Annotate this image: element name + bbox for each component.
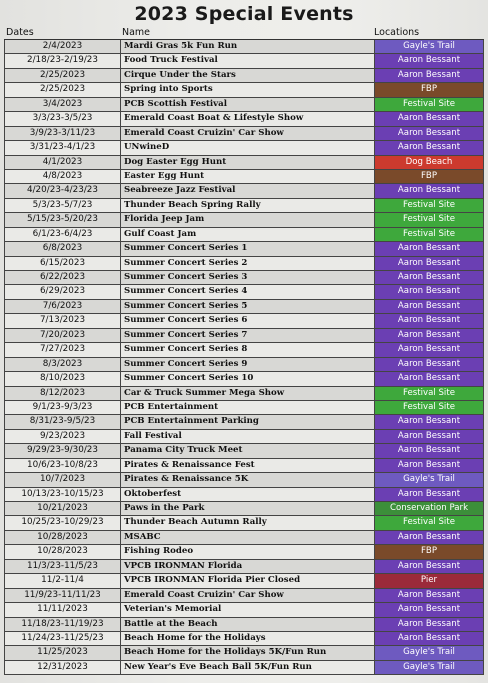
table-row bbox=[4, 372, 484, 386]
event-location: Gayle's Trail bbox=[375, 661, 483, 674]
event-name: Easter Egg Hunt bbox=[121, 170, 375, 183]
event-location: Aaron Bessant bbox=[375, 329, 483, 342]
event-name: Summer Concert Series 1 bbox=[121, 242, 375, 255]
event-location: Dog Beach bbox=[375, 156, 483, 169]
event-location: Aaron Bessant bbox=[375, 54, 483, 67]
event-date: 6/15/2023 bbox=[5, 257, 121, 270]
event-date: 6/29/2023 bbox=[5, 285, 121, 298]
event-name: Summer Concert Series 10 bbox=[121, 372, 375, 385]
event-location: Aaron Bessant bbox=[375, 632, 483, 645]
table-row bbox=[4, 242, 484, 256]
event-date: 8/12/2023 bbox=[5, 387, 121, 400]
event-name: Summer Concert Series 9 bbox=[121, 358, 375, 371]
table-row bbox=[4, 589, 484, 603]
event-date: 3/4/2023 bbox=[5, 98, 121, 111]
table-row bbox=[4, 574, 484, 588]
event-name: Spring into Sports bbox=[121, 83, 375, 96]
table-row bbox=[4, 459, 484, 473]
event-location: Gayle's Trail bbox=[375, 646, 483, 659]
table-row bbox=[4, 661, 484, 675]
event-date: 5/15/23-5/20/23 bbox=[5, 213, 121, 226]
event-location: Conservation Park bbox=[375, 502, 483, 515]
event-date: 7/13/2023 bbox=[5, 314, 121, 327]
event-date: 11/24/23-11/25/23 bbox=[5, 632, 121, 645]
table-row bbox=[4, 560, 484, 574]
event-location: Aaron Bessant bbox=[375, 444, 483, 457]
event-location: Aaron Bessant bbox=[375, 618, 483, 631]
table-row bbox=[4, 98, 484, 112]
event-name: PCB Entertainment Parking bbox=[121, 415, 375, 428]
event-name: PCB Scottish Festival bbox=[121, 98, 375, 111]
event-date: 9/23/2023 bbox=[5, 430, 121, 443]
table-row bbox=[4, 300, 484, 314]
event-date: 6/8/2023 bbox=[5, 242, 121, 255]
event-date: 8/3/2023 bbox=[5, 358, 121, 371]
events-table bbox=[4, 39, 484, 675]
dates-header: Dates bbox=[6, 27, 34, 38]
event-name: VPCB IRONMAN Florida Pier Closed bbox=[121, 574, 375, 587]
event-date: 10/28/2023 bbox=[5, 531, 121, 544]
event-name: Oktoberfest bbox=[121, 488, 375, 501]
event-date: 10/25/23-10/29/23 bbox=[5, 516, 121, 529]
event-date: 10/6/23-10/8/23 bbox=[5, 459, 121, 472]
event-name: Summer Concert Series 4 bbox=[121, 285, 375, 298]
event-location: Gayle's Trail bbox=[375, 473, 483, 486]
event-name: Summer Concert Series 5 bbox=[121, 300, 375, 313]
event-date: 7/27/2023 bbox=[5, 343, 121, 356]
event-date: 6/1/23-6/4/23 bbox=[5, 228, 121, 241]
table-row bbox=[4, 257, 484, 271]
table-row bbox=[4, 444, 484, 458]
event-name: Summer Concert Series 7 bbox=[121, 329, 375, 342]
table-row bbox=[4, 329, 484, 343]
table-row bbox=[4, 170, 484, 184]
event-date: 3/31/23-4/1/23 bbox=[5, 141, 121, 154]
event-date: 2/25/2023 bbox=[5, 83, 121, 96]
table-row bbox=[4, 545, 484, 559]
event-name: Emerald Coast Cruizin' Car Show bbox=[121, 589, 375, 602]
table-row bbox=[4, 358, 484, 372]
event-date: 10/7/2023 bbox=[5, 473, 121, 486]
event-location: Aaron Bessant bbox=[375, 372, 483, 385]
table-row bbox=[4, 531, 484, 545]
event-location: FBP bbox=[375, 83, 483, 96]
event-location: Festival Site bbox=[375, 98, 483, 111]
table-row bbox=[4, 473, 484, 487]
event-name: Summer Concert Series 3 bbox=[121, 271, 375, 284]
table-row bbox=[4, 228, 484, 242]
table-row bbox=[4, 646, 484, 660]
table-row bbox=[4, 40, 484, 54]
table-row bbox=[4, 112, 484, 126]
event-location: Aaron Bessant bbox=[375, 69, 483, 82]
event-location: Festival Site bbox=[375, 228, 483, 241]
event-date: 11/18/23-11/19/23 bbox=[5, 618, 121, 631]
event-name: Thunder Beach Autumn Rally bbox=[121, 516, 375, 529]
table-row bbox=[4, 314, 484, 328]
event-location: Aaron Bessant bbox=[375, 112, 483, 125]
event-date: 7/6/2023 bbox=[5, 300, 121, 313]
event-name: Thunder Beach Spring Rally bbox=[121, 199, 375, 212]
event-location: FBP bbox=[375, 170, 483, 183]
event-date: 2/25/2023 bbox=[5, 69, 121, 82]
event-location: Aaron Bessant bbox=[375, 242, 483, 255]
event-location: Gayle's Trail bbox=[375, 40, 483, 53]
event-location: Festival Site bbox=[375, 401, 483, 414]
event-location: Aaron Bessant bbox=[375, 184, 483, 197]
event-date: 5/3/23-5/7/23 bbox=[5, 199, 121, 212]
event-date: 4/8/2023 bbox=[5, 170, 121, 183]
event-name: Panama City Truck Meet bbox=[121, 444, 375, 457]
event-name: Paws in the Park bbox=[121, 502, 375, 515]
event-date: 11/3/23-11/5/23 bbox=[5, 560, 121, 573]
event-name: Emerald Coast Boat & Lifestyle Show bbox=[121, 112, 375, 125]
event-date: 11/9/23-11/11/23 bbox=[5, 589, 121, 602]
event-name: Summer Concert Series 6 bbox=[121, 314, 375, 327]
event-location: Aaron Bessant bbox=[375, 300, 483, 313]
event-date: 11/2-11/4 bbox=[5, 574, 121, 587]
event-location: Aaron Bessant bbox=[375, 603, 483, 616]
event-name: Car & Truck Summer Mega Show bbox=[121, 387, 375, 400]
event-location: Aaron Bessant bbox=[375, 141, 483, 154]
event-name: Seabreeze Jazz Festival bbox=[121, 184, 375, 197]
event-location: Aaron Bessant bbox=[375, 285, 483, 298]
event-date: 10/21/2023 bbox=[5, 502, 121, 515]
event-location: Aaron Bessant bbox=[375, 488, 483, 501]
event-name: Summer Concert Series 8 bbox=[121, 343, 375, 356]
event-name: Beach Home for the Holidays 5K/Fun Run bbox=[121, 646, 375, 659]
event-location: Aaron Bessant bbox=[375, 560, 483, 573]
event-location: Aaron Bessant bbox=[375, 589, 483, 602]
event-location: Aaron Bessant bbox=[375, 531, 483, 544]
event-location: Aaron Bessant bbox=[375, 415, 483, 428]
table-row bbox=[4, 83, 484, 97]
event-name: Food Truck Festival bbox=[121, 54, 375, 67]
event-name: New Year's Eve Beach Ball 5K/Fun Run bbox=[121, 661, 375, 674]
table-row bbox=[4, 271, 484, 285]
table-row bbox=[4, 69, 484, 83]
event-date: 3/9/23-3/11/23 bbox=[5, 127, 121, 140]
event-name: Mardi Gras 5k Fun Run bbox=[121, 40, 375, 53]
event-date: 8/31/23-9/5/23 bbox=[5, 415, 121, 428]
event-location: FBP bbox=[375, 545, 483, 558]
table-row bbox=[4, 54, 484, 68]
table-row bbox=[4, 488, 484, 502]
table-row bbox=[4, 618, 484, 632]
event-location: Aaron Bessant bbox=[375, 358, 483, 371]
event-location: Aaron Bessant bbox=[375, 430, 483, 443]
event-name: Battle at the Beach bbox=[121, 618, 375, 631]
event-name: Pirates & Renaissance 5K bbox=[121, 473, 375, 486]
event-location: Aaron Bessant bbox=[375, 257, 483, 270]
event-location: Festival Site bbox=[375, 516, 483, 529]
event-name: Dog Easter Egg Hunt bbox=[121, 156, 375, 169]
event-location: Aaron Bessant bbox=[375, 314, 483, 327]
event-name: MSABC bbox=[121, 531, 375, 544]
event-date: 3/3/23-3/5/23 bbox=[5, 112, 121, 125]
event-date: 11/11/2023 bbox=[5, 603, 121, 616]
table-row bbox=[4, 387, 484, 401]
event-date: 4/20/23-4/23/23 bbox=[5, 184, 121, 197]
event-name: PCB Entertainment bbox=[121, 401, 375, 414]
event-date: 8/10/2023 bbox=[5, 372, 121, 385]
table-row bbox=[4, 415, 484, 429]
table-row bbox=[4, 156, 484, 170]
page-title: 2023 Special Events bbox=[134, 3, 354, 25]
event-location: Aaron Bessant bbox=[375, 459, 483, 472]
event-name: Cirque Under the Stars bbox=[121, 69, 375, 82]
table-row bbox=[4, 199, 484, 213]
locations-header: Locations bbox=[374, 27, 420, 38]
table-row bbox=[4, 401, 484, 415]
event-name: Fishing Rodeo bbox=[121, 545, 375, 558]
table-row bbox=[4, 184, 484, 198]
table-row bbox=[4, 430, 484, 444]
event-date: 11/25/2023 bbox=[5, 646, 121, 659]
event-date: 2/18/23-2/19/23 bbox=[5, 54, 121, 67]
event-location: Aaron Bessant bbox=[375, 127, 483, 140]
event-name: Beach Home for the Holidays bbox=[121, 632, 375, 645]
table-row bbox=[4, 213, 484, 227]
event-name: Florida Jeep Jam bbox=[121, 213, 375, 226]
event-date: 10/28/2023 bbox=[5, 545, 121, 558]
event-date: 2/4/2023 bbox=[5, 40, 121, 53]
table-row bbox=[4, 603, 484, 617]
table-row bbox=[4, 516, 484, 530]
event-name: Fall Festival bbox=[121, 430, 375, 443]
event-name: UNwineD bbox=[121, 141, 375, 154]
event-date: 6/22/2023 bbox=[5, 271, 121, 284]
event-location: Pier bbox=[375, 574, 483, 587]
event-name: Gulf Coast Jam bbox=[121, 228, 375, 241]
event-name: Pirates & Renaissance Fest bbox=[121, 459, 375, 472]
table-row bbox=[4, 127, 484, 141]
event-date: 9/1/23-9/3/23 bbox=[5, 401, 121, 414]
event-name: Emerald Coast Cruizin' Car Show bbox=[121, 127, 375, 140]
event-location: Festival Site bbox=[375, 213, 483, 226]
event-location: Aaron Bessant bbox=[375, 343, 483, 356]
table-row bbox=[4, 141, 484, 155]
event-date: 10/13/23-10/15/23 bbox=[5, 488, 121, 501]
table-row bbox=[4, 632, 484, 646]
table-row bbox=[4, 343, 484, 357]
event-location: Festival Site bbox=[375, 387, 483, 400]
event-location: Festival Site bbox=[375, 199, 483, 212]
table-row bbox=[4, 285, 484, 299]
event-date: 4/1/2023 bbox=[5, 156, 121, 169]
event-date: 12/31/2023 bbox=[5, 661, 121, 674]
event-name: Summer Concert Series 2 bbox=[121, 257, 375, 270]
event-name: Veterian's Memorial bbox=[121, 603, 375, 616]
name-header: Name bbox=[122, 27, 151, 38]
event-date: 9/29/23-9/30/23 bbox=[5, 444, 121, 457]
event-name: VPCB IRONMAN Florida bbox=[121, 560, 375, 573]
table-row bbox=[4, 502, 484, 516]
event-date: 7/20/2023 bbox=[5, 329, 121, 342]
event-location: Aaron Bessant bbox=[375, 271, 483, 284]
